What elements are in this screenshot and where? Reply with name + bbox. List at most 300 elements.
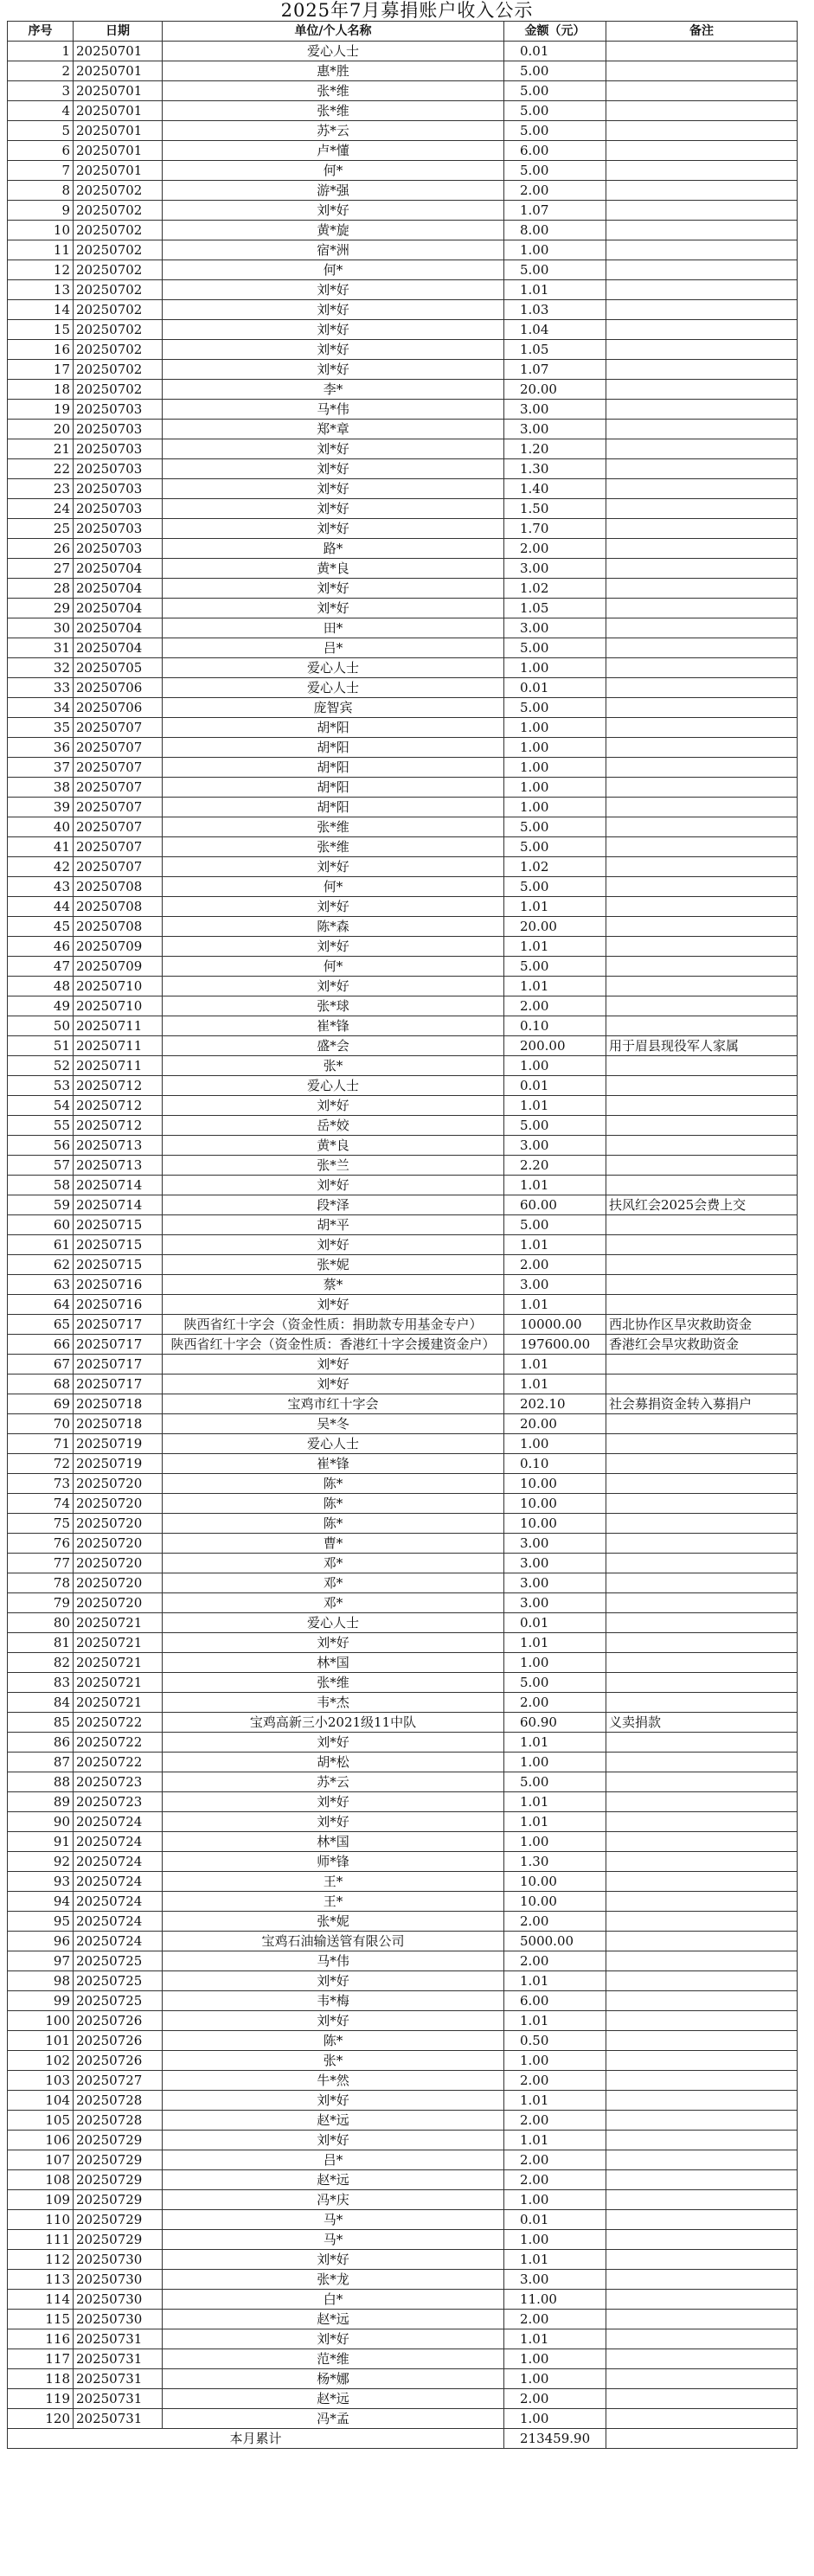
row-number: 13 (8, 280, 74, 300)
row-amount: 0.10 (504, 1016, 606, 1036)
header-note: 备注 (606, 22, 798, 42)
row-amount: 8.00 (504, 221, 606, 240)
table-row (8, 1693, 798, 1713)
row-number: 36 (8, 738, 74, 758)
row-date: 20250727 (74, 2071, 163, 2091)
table-row (8, 360, 798, 380)
row-number: 98 (8, 1971, 74, 1991)
row-date: 20250717 (74, 1335, 163, 1355)
row-amount: 1.00 (504, 2190, 606, 2210)
row-name: 牛*然 (163, 2071, 504, 2091)
row-note (606, 2270, 798, 2290)
row-name: 张*球 (163, 996, 504, 1016)
row-name: 胡*阳 (163, 738, 504, 758)
row-note (606, 758, 798, 778)
row-date: 20250707 (74, 857, 163, 877)
row-note (606, 1096, 798, 1116)
row-number: 68 (8, 1375, 74, 1394)
row-number: 65 (8, 1315, 74, 1335)
table-row (8, 638, 798, 658)
row-amount: 5.00 (504, 837, 606, 857)
table-row (8, 1991, 798, 2011)
row-name: 苏*云 (163, 1772, 504, 1792)
row-date: 20250731 (74, 2329, 163, 2349)
row-note (606, 599, 798, 618)
row-note (606, 360, 798, 380)
row-note (606, 1951, 798, 1971)
row-amount: 10.00 (504, 1514, 606, 1534)
row-name: 刘*好 (163, 1176, 504, 1195)
row-amount: 2.00 (504, 2170, 606, 2190)
row-number: 9 (8, 201, 74, 221)
row-name: 宿*洲 (163, 240, 504, 260)
row-name: 何* (163, 877, 504, 897)
row-amount: 5.00 (504, 817, 606, 837)
row-note (606, 1454, 798, 1474)
row-date: 20250728 (74, 2111, 163, 2131)
row-date: 20250701 (74, 61, 163, 81)
row-date: 20250711 (74, 1036, 163, 1056)
row-number: 32 (8, 658, 74, 678)
row-date: 20250712 (74, 1116, 163, 1136)
row-date: 20250720 (74, 1534, 163, 1554)
row-date: 20250707 (74, 837, 163, 857)
row-date: 20250729 (74, 2150, 163, 2170)
row-number: 87 (8, 1753, 74, 1772)
row-amount: 10.00 (504, 1494, 606, 1514)
row-date: 20250701 (74, 101, 163, 121)
row-amount: 1.00 (504, 738, 606, 758)
row-number: 56 (8, 1136, 74, 1156)
row-number: 46 (8, 937, 74, 957)
row-name: 张*龙 (163, 2270, 504, 2290)
row-name: 张*妮 (163, 1912, 504, 1932)
row-date: 20250702 (74, 240, 163, 260)
row-number: 63 (8, 1275, 74, 1295)
row-note (606, 1971, 798, 1991)
row-amount: 1.30 (504, 1852, 606, 1872)
row-amount: 202.10 (504, 1394, 606, 1414)
table-row (8, 2409, 798, 2429)
row-number: 21 (8, 439, 74, 459)
row-name: 吕* (163, 2150, 504, 2170)
table-row (8, 917, 798, 937)
row-name: 赵*远 (163, 2310, 504, 2329)
donation-table (7, 21, 798, 2449)
row-date: 20250716 (74, 1275, 163, 1295)
row-number: 112 (8, 2250, 74, 2270)
row-number: 2 (8, 61, 74, 81)
row-note (606, 1633, 798, 1653)
row-number: 35 (8, 718, 74, 738)
row-date: 20250702 (74, 320, 163, 340)
table-row (8, 1215, 798, 1235)
row-date: 20250717 (74, 1355, 163, 1375)
row-amount: 1.05 (504, 340, 606, 360)
table-row (8, 280, 798, 300)
row-date: 20250702 (74, 360, 163, 380)
header-no: 序号 (8, 22, 74, 42)
row-note (606, 340, 798, 360)
row-name: 刘*好 (163, 320, 504, 340)
row-number: 113 (8, 2270, 74, 2290)
row-note (606, 2111, 798, 2131)
row-name: 宝鸡市红十字会 (163, 1394, 504, 1414)
row-number: 41 (8, 837, 74, 857)
table-row (8, 439, 798, 459)
table-row (8, 240, 798, 260)
row-amount: 5.00 (504, 1772, 606, 1792)
row-name: 林*国 (163, 1832, 504, 1852)
row-amount: 1.02 (504, 857, 606, 877)
row-note (606, 1653, 798, 1673)
row-amount: 5.00 (504, 1215, 606, 1235)
row-name: 刘*好 (163, 1096, 504, 1116)
row-name: 刘*好 (163, 1733, 504, 1753)
table-row (8, 1474, 798, 1494)
row-name: 刘*好 (163, 1971, 504, 1991)
row-number: 79 (8, 1593, 74, 1613)
row-name: 陈* (163, 1494, 504, 1514)
row-amount: 10.00 (504, 1474, 606, 1494)
row-date: 20250702 (74, 340, 163, 360)
row-note (606, 2349, 798, 2369)
table-row (8, 658, 798, 678)
row-name: 刘*好 (163, 479, 504, 499)
row-note (606, 1414, 798, 1434)
row-note (606, 300, 798, 320)
row-number: 58 (8, 1176, 74, 1195)
row-name: 马* (163, 2230, 504, 2250)
row-name: 张*妮 (163, 1255, 504, 1275)
row-note (606, 2250, 798, 2270)
row-number: 91 (8, 1832, 74, 1852)
row-name: 刘*好 (163, 579, 504, 599)
table-row (8, 1733, 798, 1753)
table-row (8, 1355, 798, 1375)
row-number: 74 (8, 1494, 74, 1514)
row-amount: 0.01 (504, 2210, 606, 2230)
row-date: 20250701 (74, 141, 163, 161)
table-row (8, 857, 798, 877)
row-amount: 2.00 (504, 1912, 606, 1932)
table-row (8, 977, 798, 996)
row-amount: 1.01 (504, 1812, 606, 1832)
total-note (606, 2429, 798, 2449)
table-row (8, 1255, 798, 1275)
table-row (8, 798, 798, 817)
table-row (8, 1434, 798, 1454)
row-date: 20250724 (74, 1892, 163, 1912)
table-row (8, 1136, 798, 1156)
table-row (8, 1613, 798, 1633)
row-number: 105 (8, 2111, 74, 2131)
row-note (606, 439, 798, 459)
row-note (606, 2170, 798, 2190)
row-number: 31 (8, 638, 74, 658)
row-date: 20250720 (74, 1593, 163, 1613)
row-date: 20250708 (74, 897, 163, 917)
row-note (606, 519, 798, 539)
row-number: 118 (8, 2369, 74, 2389)
row-name: 卢*懂 (163, 141, 504, 161)
row-amount: 0.01 (504, 1076, 606, 1096)
row-name: 刘*好 (163, 1235, 504, 1255)
row-amount: 1.00 (504, 1434, 606, 1454)
row-name: 刘*好 (163, 1375, 504, 1394)
row-amount: 2.00 (504, 1255, 606, 1275)
row-number: 92 (8, 1852, 74, 1872)
row-amount: 5.00 (504, 1116, 606, 1136)
row-amount: 5.00 (504, 61, 606, 81)
row-note (606, 897, 798, 917)
table-row (8, 1036, 798, 1056)
row-number: 11 (8, 240, 74, 260)
row-note (606, 718, 798, 738)
row-number: 5 (8, 121, 74, 141)
row-name: 张*维 (163, 81, 504, 101)
row-note (606, 2150, 798, 2170)
row-note (606, 161, 798, 181)
row-note (606, 2051, 798, 2071)
header-row (8, 22, 798, 42)
row-name: 林*国 (163, 1653, 504, 1673)
row-date: 20250721 (74, 1653, 163, 1673)
table-row (8, 1673, 798, 1693)
table-row (8, 2170, 798, 2190)
row-name: 马*伟 (163, 400, 504, 420)
table-row (8, 758, 798, 778)
row-note (606, 618, 798, 638)
table-row (8, 937, 798, 957)
row-amount: 0.01 (504, 1613, 606, 1633)
table-row (8, 1812, 798, 1832)
table-row (8, 2329, 798, 2349)
table-row (8, 1414, 798, 1434)
table-row (8, 1116, 798, 1136)
row-date: 20250707 (74, 718, 163, 738)
row-name: 刘*好 (163, 2131, 504, 2150)
row-number: 12 (8, 260, 74, 280)
row-note (606, 260, 798, 280)
table-row (8, 459, 798, 479)
row-date: 20250721 (74, 1633, 163, 1653)
row-number: 82 (8, 1653, 74, 1673)
row-date: 20250706 (74, 698, 163, 718)
row-name: 韦*梅 (163, 1991, 504, 2011)
row-name: 段*泽 (163, 1195, 504, 1215)
row-number: 44 (8, 897, 74, 917)
table-row (8, 81, 798, 101)
table-row (8, 380, 798, 400)
row-note: 义卖捐款 (606, 1713, 798, 1733)
table-row (8, 1872, 798, 1892)
row-number: 110 (8, 2210, 74, 2230)
table-row (8, 2250, 798, 2270)
row-note (606, 2071, 798, 2091)
row-note (606, 996, 798, 1016)
row-name: 陈* (163, 1514, 504, 1534)
row-name: 张*维 (163, 817, 504, 837)
row-note (606, 1494, 798, 1514)
table-row (8, 1932, 798, 1951)
row-note (606, 2190, 798, 2210)
row-number: 76 (8, 1534, 74, 1554)
row-number: 19 (8, 400, 74, 420)
row-amount: 200.00 (504, 1036, 606, 1056)
table-row (8, 1534, 798, 1554)
row-name: 张* (163, 1056, 504, 1076)
row-date: 20250722 (74, 1753, 163, 1772)
row-note (606, 2011, 798, 2031)
row-amount: 1.01 (504, 1375, 606, 1394)
row-number: 34 (8, 698, 74, 718)
table-row (8, 101, 798, 121)
table-row (8, 161, 798, 181)
row-amount: 1.01 (504, 1733, 606, 1753)
row-name: 爱心人士 (163, 1076, 504, 1096)
row-number: 108 (8, 2170, 74, 2190)
row-amount: 60.00 (504, 1195, 606, 1215)
row-amount: 1.04 (504, 320, 606, 340)
row-amount: 6.00 (504, 1991, 606, 2011)
row-date: 20250715 (74, 1255, 163, 1275)
row-note (606, 1176, 798, 1195)
row-amount: 1.00 (504, 2349, 606, 2369)
table-row (8, 1096, 798, 1116)
table-row (8, 559, 798, 579)
row-amount: 2.00 (504, 2310, 606, 2329)
row-date: 20250731 (74, 2389, 163, 2409)
row-number: 102 (8, 2051, 74, 2071)
row-name: 黄*旋 (163, 221, 504, 240)
row-number: 84 (8, 1693, 74, 1713)
row-number: 54 (8, 1096, 74, 1116)
row-date: 20250710 (74, 996, 163, 1016)
row-date: 20250729 (74, 2190, 163, 2210)
row-note (606, 81, 798, 101)
table-row (8, 201, 798, 221)
table-row (8, 2150, 798, 2170)
row-number: 81 (8, 1633, 74, 1653)
row-amount: 5.00 (504, 877, 606, 897)
row-number: 45 (8, 917, 74, 937)
row-name: 陕西省红十字会（资金性质：香港红十字会援建资金户） (163, 1335, 504, 1355)
table-row (8, 1554, 798, 1573)
row-date: 20250704 (74, 579, 163, 599)
table-row (8, 2230, 798, 2250)
row-date: 20250729 (74, 2210, 163, 2230)
table-row (8, 1514, 798, 1534)
row-amount: 0.50 (504, 2031, 606, 2051)
row-date: 20250720 (74, 1514, 163, 1534)
row-amount: 2.00 (504, 2071, 606, 2091)
row-number: 38 (8, 778, 74, 798)
row-note (606, 2210, 798, 2230)
row-note (606, 738, 798, 758)
row-amount: 1.01 (504, 1355, 606, 1375)
row-number: 72 (8, 1454, 74, 1474)
row-amount: 1.00 (504, 1653, 606, 1673)
row-amount: 1.30 (504, 459, 606, 479)
row-date: 20250704 (74, 638, 163, 658)
table-row (8, 2389, 798, 2409)
row-amount: 1.01 (504, 1096, 606, 1116)
table-row (8, 1573, 798, 1593)
row-number: 8 (8, 181, 74, 201)
row-date: 20250719 (74, 1434, 163, 1454)
table-row (8, 877, 798, 897)
row-number: 15 (8, 320, 74, 340)
row-amount: 5.00 (504, 260, 606, 280)
row-amount: 1.02 (504, 579, 606, 599)
table-row (8, 1315, 798, 1335)
row-amount: 1.70 (504, 519, 606, 539)
row-amount: 3.00 (504, 2270, 606, 2290)
row-date: 20250715 (74, 1215, 163, 1235)
row-name: 刘*好 (163, 439, 504, 459)
row-note (606, 1991, 798, 2011)
row-note (606, 1852, 798, 1872)
row-name: 邓* (163, 1593, 504, 1613)
table-row (8, 1375, 798, 1394)
row-amount: 2.00 (504, 1951, 606, 1971)
row-number: 103 (8, 2071, 74, 2091)
row-amount: 2.00 (504, 181, 606, 201)
row-note (606, 201, 798, 221)
row-date: 20250730 (74, 2290, 163, 2310)
row-amount: 1.00 (504, 658, 606, 678)
row-name: 张*维 (163, 1673, 504, 1693)
table-row (8, 1792, 798, 1812)
table-row (8, 221, 798, 240)
row-amount: 1.01 (504, 1295, 606, 1315)
table-row (8, 1912, 798, 1932)
table-row (8, 1295, 798, 1315)
row-name: 刘*好 (163, 280, 504, 300)
row-note (606, 2031, 798, 2051)
row-date: 20250704 (74, 618, 163, 638)
table-row (8, 1016, 798, 1036)
row-note (606, 1932, 798, 1951)
row-number: 73 (8, 1474, 74, 1494)
row-amount: 10000.00 (504, 1315, 606, 1335)
row-number: 20 (8, 420, 74, 439)
row-date: 20250707 (74, 817, 163, 837)
row-note (606, 1593, 798, 1613)
row-date: 20250728 (74, 2091, 163, 2111)
row-amount: 1.00 (504, 778, 606, 798)
row-number: 106 (8, 2131, 74, 2150)
row-date: 20250726 (74, 2031, 163, 2051)
row-name: 盛*会 (163, 1036, 504, 1056)
row-amount: 1.03 (504, 300, 606, 320)
row-date: 20250708 (74, 917, 163, 937)
row-number: 66 (8, 1335, 74, 1355)
table-row (8, 678, 798, 698)
row-note (606, 1693, 798, 1713)
table-row (8, 260, 798, 280)
table-row (8, 2071, 798, 2091)
row-name: 刘*好 (163, 1355, 504, 1375)
row-amount: 5.00 (504, 81, 606, 101)
row-amount: 1.00 (504, 718, 606, 738)
row-date: 20250707 (74, 738, 163, 758)
table-row (8, 1971, 798, 1991)
row-note: 香港红会旱灾救助资金 (606, 1335, 798, 1355)
table-row (8, 2051, 798, 2071)
row-name: 爱心人士 (163, 658, 504, 678)
